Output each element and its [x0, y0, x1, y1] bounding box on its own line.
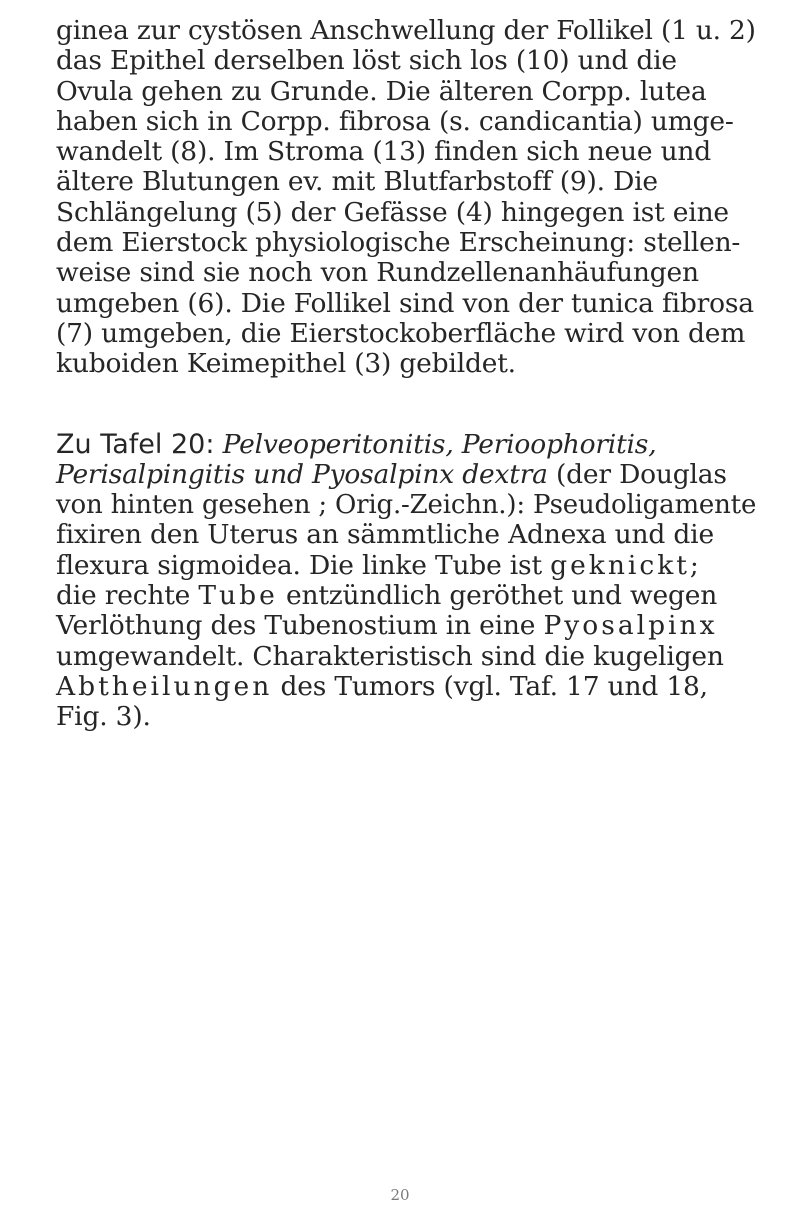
paragraph-1: [56, 16, 756, 380]
text-line: [56, 430, 756, 460]
text-line: das Epithel derselben löst sich los (10) und die: [56, 45, 677, 77]
text-line: dem Eierstock physiologische Erscheinung: stellen-: [56, 227, 741, 259]
text-line: [56, 672, 756, 702]
text-fragment: flexura sigmoidea. Die linke Tube ist: [56, 549, 542, 581]
spaced-emphasis: Tube: [198, 580, 278, 612]
paragraph-2: [56, 430, 756, 733]
text-line: weise sind sie noch von Rundzellenanhäufungen: [56, 257, 699, 289]
text-line: Fig. 3).: [56, 701, 151, 733]
text-fragment: die rechte: [56, 580, 191, 612]
plate-title: Pelveoperitonitis, Perioophoritis,: [222, 428, 657, 460]
plate-heading: Zu Tafel 20:: [56, 428, 215, 460]
text-fragment: (der Douglas: [556, 458, 727, 490]
text-line: Schlängelung (5) der Gefässe (4) hingegen ist eine: [56, 196, 729, 228]
text-line: von hinten gesehen ; Orig.-Zeichn.): Pseudoligamente: [56, 489, 757, 521]
text-line: umgeben (6). Die Follikel sind von der tunica fibrosa: [56, 287, 754, 319]
text-line: umgewandelt. Charakteristisch sind die kugeligen: [56, 640, 724, 672]
text-line: Ovula gehen zu Grunde. Die älteren Corpp. lutea: [56, 75, 707, 107]
text-line: [56, 551, 756, 581]
text-line: [56, 581, 756, 611]
text-line: (7) umgeben, die Eierstockoberfläche wird von dem: [56, 317, 746, 349]
plate-title-continued: Perisalpingitis und Pyosalpinx dextra: [56, 458, 548, 490]
text-line: wandelt (8). Im Stroma (13) finden sich neue und: [56, 136, 712, 168]
text-fragment: Verlöthung des Tubenostium in eine: [56, 610, 536, 642]
text-fragment: des Tumors (vgl. Taf. 17 und 18,: [280, 670, 708, 702]
spaced-emphasis: Abtheilungen: [56, 670, 273, 702]
spaced-emphasis: geknickt;: [550, 549, 702, 581]
text-line: [56, 460, 756, 490]
page-content: [56, 16, 756, 733]
text-line: ginea zur cystösen Anschwellung der Follikel (1 u. 2): [56, 15, 756, 46]
text-line: kuboiden Keimepithel (3) gebildet.: [56, 348, 516, 380]
spaced-emphasis: Pyosalpinx: [543, 610, 718, 642]
text-fragment: entzündlich geröthet und wegen: [286, 580, 718, 612]
text-line: haben sich in Corpp. fibrosa (s. candicantia) umge-: [56, 105, 734, 137]
page-number: 20: [390, 1186, 410, 1204]
text-line: fixiren den Uterus an sämmtliche Adnexa und die: [56, 519, 714, 551]
text-line: [56, 611, 756, 641]
text-line: ältere Blutungen ev. mit Blutfarbstoff (9). Die: [56, 166, 658, 198]
